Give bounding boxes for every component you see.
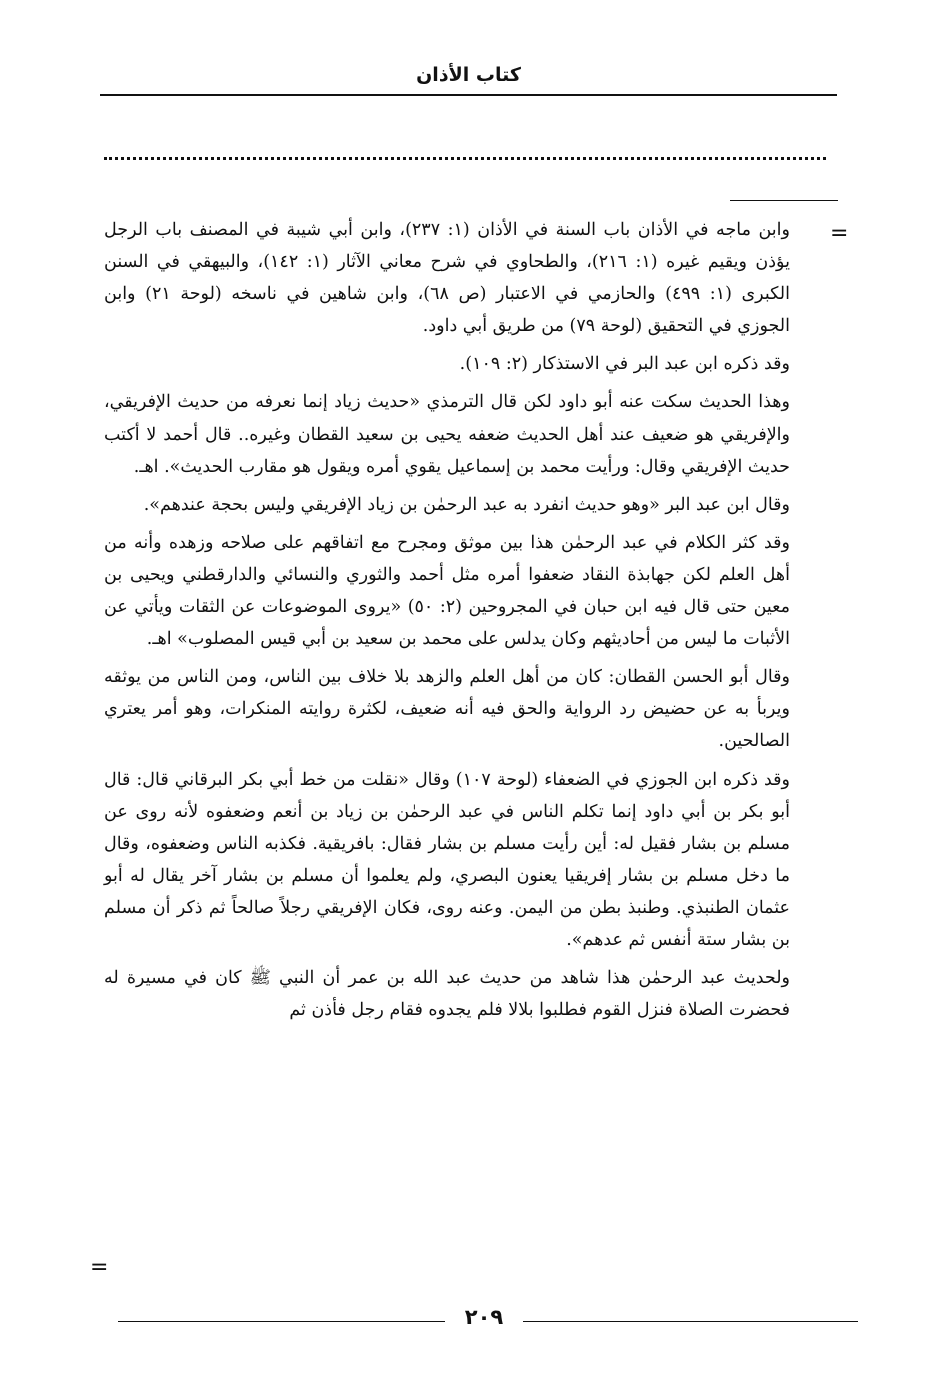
- chapter-title: كتاب الأذان: [416, 64, 521, 86]
- running-header: [100, 58, 837, 96]
- continuation-mark-top: =: [830, 221, 849, 246]
- footnote-rule: [730, 200, 838, 201]
- footnote-text: [104, 214, 790, 1032]
- footnote-paragraph: وقال ابن عبد البر «وهو حديث انفرد به عبد الرحمٰن بن زياد الإفريقي وليس بحجة عندهم».: [143, 494, 790, 515]
- continuation-mark-bottom: =: [90, 1255, 109, 1280]
- footnote-paragraph: وقال أبو الحسن القطان: كان من أهل العلم والزهد بلا خلاف بين الناس، ومن الناس من يوثقه ويربأ به عن حضيض رد الرواية والحق فيه أنه ضعيف، لكثرة روايته المنكرات، وهو أمر يعتري الصالحين.: [104, 667, 790, 752]
- footer-rule-left: [118, 1321, 445, 1322]
- footer-rule-right: [523, 1321, 858, 1322]
- footnote-paragraph: وقد ذكره ابن عبد البر في الاستذكار (٢: ١٠٩).: [459, 354, 790, 375]
- footnote-paragraph: ولحديث عبد الرحمٰن هذا شاهد من حديث عبد الله بن عمر أن النبي ﷺ كان في مسيرة له فحضرت الصلاة فنزل القوم فطلبوا بلالا فلم يجدوه فقام رجل فأذن ثم: [104, 968, 790, 1021]
- page-number: ٢٠٩: [464, 1305, 504, 1329]
- footnote-paragraph: وقد كثر الكلام في عبد الرحمٰن هذا بين موثق ومجرح مع اتفاقهم على صلاحه وزهده وأنه من أهل العلم لكن جهابذة النقاد ضعفوا أمره مثل أحمد والثوري والنسائي والدارقطني ويحيى بن معين حتى قال فيه ابن حبان في المجروحين (٢: ٥٠) «يروى الموضوعات عن الثقات ويأتي عن الأثبات ما ليس من أحاديثهم وكان يدلس على محمد بن سعيد بن أبي قيس المصلوب» اهـ.: [104, 532, 791, 650]
- footnote-paragraph: وقد ذكره ابن الجوزي في الضعفاء (لوحة ١٠٧) وقال «نقلت من خط أبي بكر البرقاني قال: قال أبو بكر بن أبي داود إنما تكلم الناس في عبد الرحمٰن بن زياد بن أنعم وضعفوه لأنه روى عن مسلم بن بشار فقيل له: أين رأيت مسلم بن بشار فقال: بافريقية. فكذبه الناس وضعفوه، وقال ما دخل مسلم بن بشار إفريقيا يعنون البصري، ولم يعلموا أن مسلم بن بشار آخر يقال له أبو عثمان الطنبذي. وطنبذ بطن من اليمن. وعنه روى، فكان الإفريقي رجلاً صالحاً ثم ذكر أن مسلم بن بشار ستة أنفس ثم عدهم».: [104, 769, 791, 950]
- page-footer: [118, 1303, 858, 1343]
- footnote-paragraph: وهذا الحديث سكت عنه أبو داود لكن قال الترمذي «حديث زياد إنما نعرفه من حديث الإفريقي، والإفريقي هو ضعيف عند أهل الحديث ضعفه يحيى بن سعيد القطان وغيره.. قال أحمد لا أكتب حديث الإفريقي وقال: ورأيت محمد بن إسماعيل يقوي أمره ويقول هو مقارب الحديث». اهـ.: [104, 392, 790, 477]
- dotted-separator: [104, 157, 826, 160]
- footnote-paragraph: وابن ماجه في الأذان باب السنة في الأذان (١: ٢٣٧)، وابن أبي شيبة في المصنف باب الرجل يؤذن ويقيم غيره (١: ٢١٦)، والطحاوي في شرح معاني الآثار (١: ١٤٢)، والبيهقي في السنن الكبرى (١: ٤٩٩) والحازمي في الاعتبار (ص ٦٨)، وابن شاهين في ناسخه (لوحة ٢١) وابن الجوزي في التحقيق (لوحة ٧٩) من طريق أبي داود.: [104, 220, 790, 337]
